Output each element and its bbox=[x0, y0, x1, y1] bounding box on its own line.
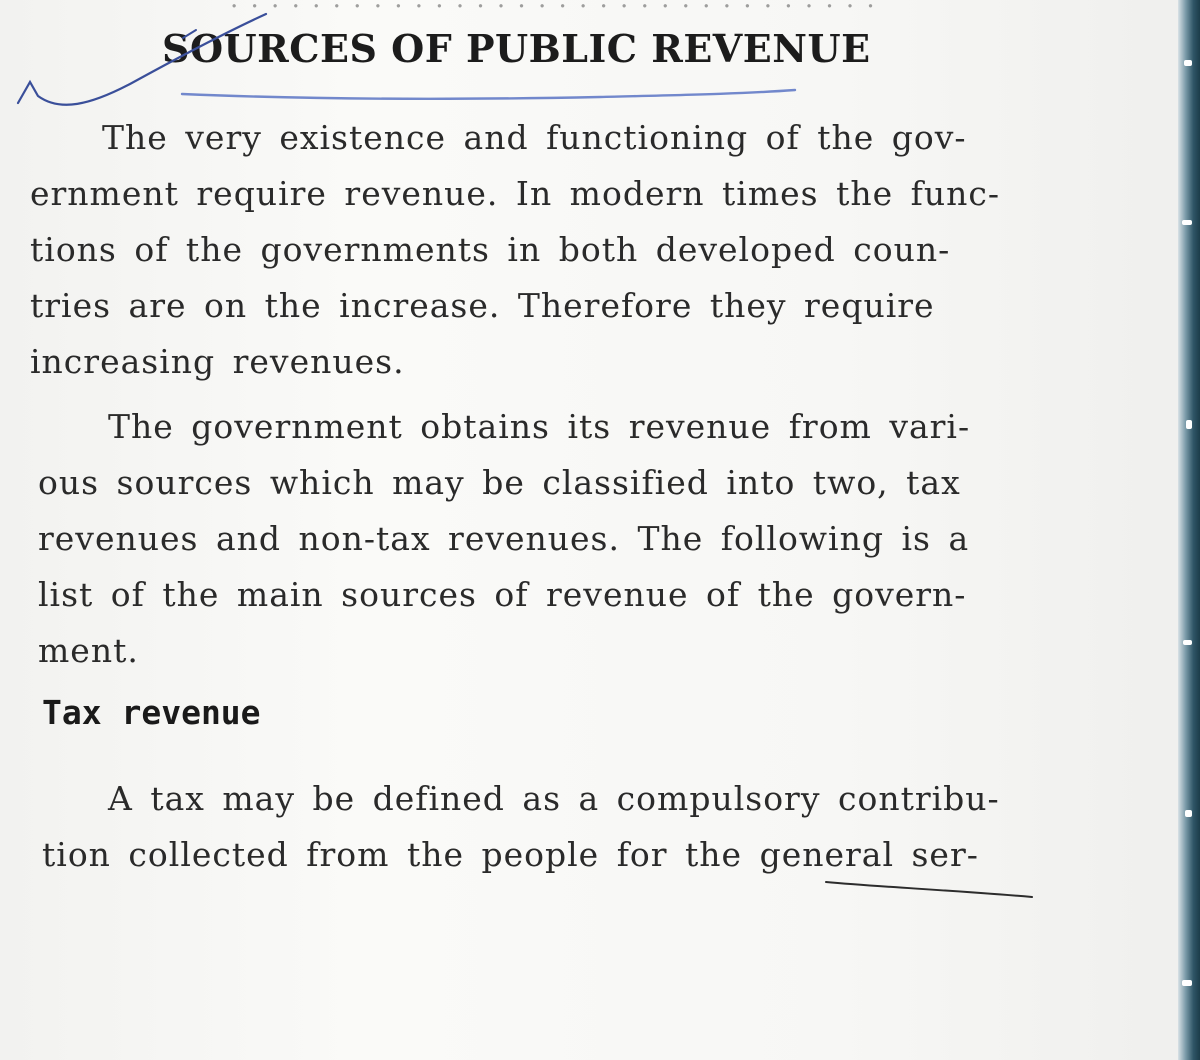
paragraph-line: tion collected from the people for the general ser- bbox=[42, 835, 979, 874]
page-edge-shadow bbox=[1178, 0, 1200, 1060]
section-heading-tax-revenue: Tax revenue bbox=[42, 693, 261, 732]
paragraph-line: tions of the governments in both developed coun- bbox=[30, 230, 951, 269]
paragraph-existence-of-government bbox=[30, 110, 1070, 390]
paragraph-line: increasing revenues. bbox=[30, 342, 405, 381]
paragraph-line: revenues and non-tax revenues. The following is a bbox=[38, 519, 970, 558]
title-underline bbox=[182, 90, 795, 99]
page-title: SOURCES OF PUBLIC REVENUE bbox=[162, 26, 871, 71]
paragraph-line: ment. bbox=[38, 631, 139, 670]
cut-off-previous-line bbox=[230, 0, 1050, 6]
paragraph-line: ous sources which may be classified into two, tax bbox=[38, 463, 961, 502]
general-underline bbox=[826, 882, 1032, 897]
paragraph-sources-of-revenue bbox=[38, 399, 1078, 679]
paragraph-line: A tax may be defined as a compulsory contribu- bbox=[108, 779, 1000, 818]
paragraph-line: tries are on the increase. Therefore they require bbox=[30, 286, 935, 325]
paragraph-line: ernment require revenue. In modern times the func- bbox=[30, 174, 1000, 213]
paragraph-line: The very existence and functioning of the gov- bbox=[102, 118, 967, 157]
paragraph-tax-definition bbox=[42, 771, 1082, 883]
paragraph-line: list of the main sources of revenue of the govern- bbox=[38, 575, 967, 614]
paragraph-line: The government obtains its revenue from vari- bbox=[108, 407, 971, 446]
